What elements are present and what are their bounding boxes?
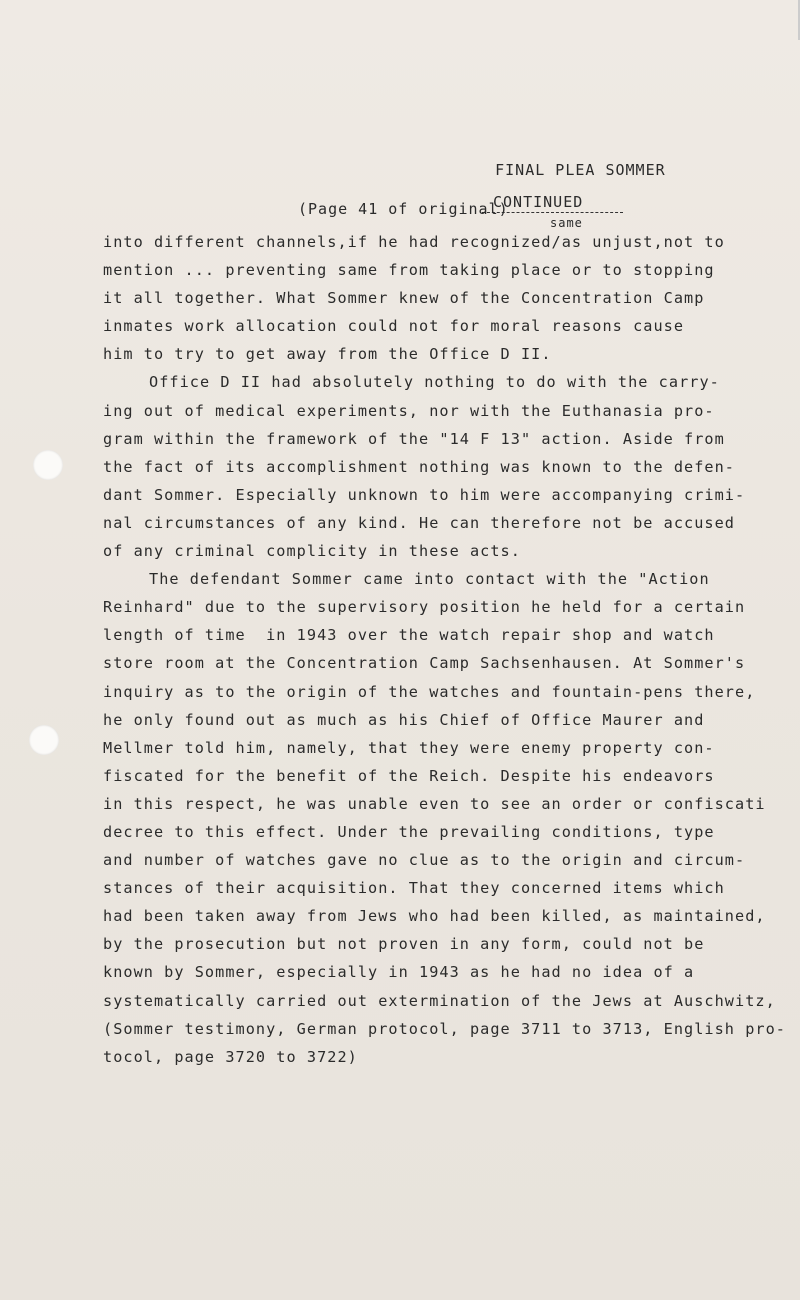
text-line: inquiry as to the origin of the watches and fountain-pens there, — [103, 682, 756, 701]
page-reference: (Page 41 of original) — [298, 200, 509, 218]
text-line: him to try to get away from the Office D II. — [103, 345, 552, 364]
text-line: Mellmer told him, namely, that they were enemy property con- — [103, 738, 715, 757]
text-line: dant Sommer. Especially unknown to him were accompanying crimi- — [103, 485, 746, 504]
text-line: stances of their acquisition. That they concerned items which — [103, 879, 725, 898]
text-line: store room at the Concentration Camp Sachsenhausen. At Sommer's — [103, 654, 746, 673]
text-line: length of time in 1943 over the watch repair shop and watch — [103, 626, 715, 645]
text-line: Reinhard" due to the supervisory position he held for a certain — [103, 598, 746, 617]
text-line: inmates work allocation could not for moral reasons cause — [103, 317, 685, 336]
text-line: tocol, page 3720 to 3722) — [103, 1047, 358, 1066]
punch-hole-top — [33, 450, 63, 480]
text-line: gram within the framework of the "14 F 13" action. Aside from — [103, 429, 725, 448]
text-line: nal circumstances of any kind. He can therefore not be accused — [103, 513, 736, 532]
text-line: fiscated for the benefit of the Reich. Despite his endeavors — [103, 766, 715, 785]
text-line: by the prosecution but not proven in any form, could not be — [103, 935, 705, 954]
body-text — [103, 228, 786, 1071]
heading-continued: CONTINUED — [482, 194, 623, 213]
text-line: mention ... preventing same from taking place or to stopping — [103, 261, 715, 280]
text-line: decree to this effect. Under the prevailing conditions, type — [103, 822, 715, 841]
text-line: The defendant Sommer came into contact with the "Action — [149, 570, 710, 589]
text-line: ing out of medical experiments, nor with the Euthanasia pro- — [103, 401, 715, 420]
text-line: the fact of its accomplishment nothing was known to the defen- — [103, 457, 736, 476]
text-line: in this respect, he was unable even to see an order or confiscati — [103, 794, 766, 813]
text-line: systematically carried out extermination of the Jews at Auschwitz, — [103, 991, 776, 1010]
heading-title: FINAL PLEA SOMMER — [495, 161, 666, 179]
punch-hole-bottom — [29, 725, 59, 755]
text-line: of any criminal complicity in these acts. — [103, 542, 521, 561]
text-line: and number of watches gave no clue as to the origin and circum- — [103, 851, 746, 870]
handwritten-insertion: same — [550, 216, 583, 230]
text-line: (Sommer testimony, German protocol, page 3711 to 3713, English pro- — [103, 1019, 786, 1038]
text-line: Office D II had absolutely nothing to do with the carry- — [149, 373, 720, 392]
text-line: it all together. What Sommer knew of the Concentration Camp — [103, 289, 705, 308]
text-line: had been taken away from Jews who had been killed, as maintained, — [103, 907, 766, 926]
text-line: he only found out as much as his Chief of Office Maurer and — [103, 710, 705, 729]
text-line: known by Sommer, especially in 1943 as he had no idea of a — [103, 963, 695, 982]
text-line: into different channels,if he had recognized/as unjust,not to — [103, 233, 725, 251]
